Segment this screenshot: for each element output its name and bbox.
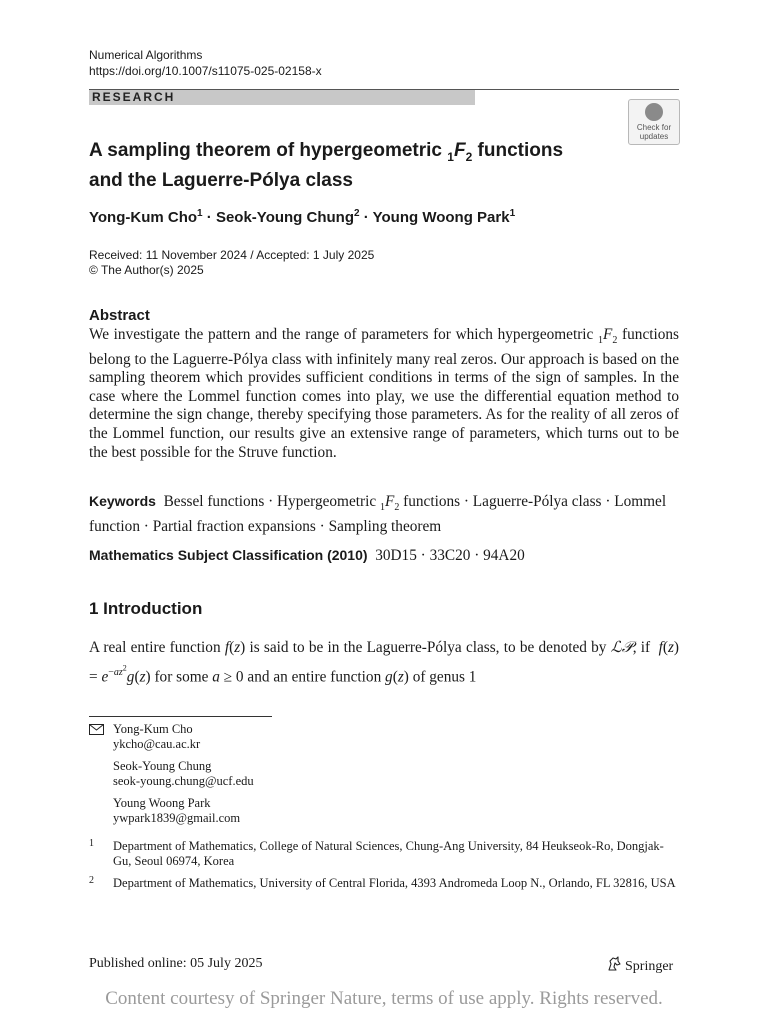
contact-name: Young Woong Park — [113, 796, 211, 810]
author-list — [89, 208, 515, 226]
contact-name: Seok-Young Chung — [113, 759, 212, 773]
contact-name: Yong-Kum Cho — [113, 722, 193, 736]
title-subscript-1: 1 — [447, 149, 454, 164]
keywords-text-2: functions · Laguerre-Pólya class · Lommel function · Partial fraction expansions · Sampling theorem — [89, 493, 667, 535]
intro-text: A real entire function — [89, 639, 225, 656]
publisher-logo — [606, 956, 673, 975]
intro-text: is said to be in the Laguerre-Pólya class, to be denoted by — [245, 639, 611, 656]
author-affiliation-mark: 1 — [509, 208, 516, 219]
keywords-label: Keywords — [89, 493, 156, 509]
published-date: Published online: 05 July 2025 — [89, 956, 263, 971]
contact-email[interactable]: ywpark1839@gmail.com — [113, 811, 241, 825]
introduction-text: A real entire function f(z) is said to be in the Laguerre-Pólya class, to be denoted by ℒ𝒫, if $f(z) = e^{-az^2}g(z)$ for some a ≥ 0 and an entire function g(z) of genus 1 — [89, 638, 679, 686]
author-affiliation-mark: 1 — [197, 208, 203, 219]
contact-email[interactable]: ykcho@cau.ac.kr — [113, 737, 201, 751]
keywords-text-1: Bessel functions · Hypergeometric — [163, 493, 380, 510]
check-for-updates-button[interactable] — [628, 99, 680, 145]
received-dates: Received: 11 November 2024 / Accepted: 1 July 2025 — [89, 248, 375, 262]
keywords: Keywords Bessel functions · Hypergeometric $_1F_2$ functions · Laguerre-Pólya class · Lommel function · Partial fraction expansions · Sampling theorem — [89, 493, 667, 535]
courtesy-notice: Content courtesy of Springer Nature, terms of use apply. Rights reserved. — [105, 988, 663, 1009]
intro-text: of genus 1 — [408, 668, 477, 686]
abstract-text-start: We investigate the pattern and the range of parameters for which hypergeometric — [89, 326, 599, 343]
check-updates-icon — [645, 103, 663, 121]
publisher-name: Springer — [625, 959, 674, 974]
abstract-heading: Abstract — [89, 307, 150, 324]
copyright: © The Author(s) 2025 — [89, 263, 204, 277]
title-text-2: functions — [472, 140, 564, 161]
title-F: F — [453, 140, 466, 161]
footnote-rule — [89, 716, 272, 717]
author-affiliation-mark: 2 — [354, 208, 360, 219]
section-label: RESEARCH — [92, 90, 176, 104]
author-name[interactable]: Seok-Young Chung — [215, 209, 354, 226]
intro-text: and an entire function — [243, 668, 386, 686]
author-name[interactable]: Young Woong Park — [372, 209, 510, 226]
abstract-body: We investigate the pattern and the range of parameters for which hypergeometric $_1F_2$ functions belong to the Laguerre-Pólya class with infinitely many real zeros. Our approach is based on the sampling theorem which provides sufficient conditions in terms of the sign of samples. In the case where the Lommel function comes into play, we use the differential equation method to determine the sign change, thereby specifying those parameters. As for the reality of all zeros of the Lommel function, our results give an extensive range of parameters, which turns out to be the best possible for the Struve function. — [89, 326, 679, 461]
title-text-1: A sampling theorem of hypergeometric — [89, 140, 448, 161]
intro-text: , if — [632, 639, 655, 656]
intro-text: for some — [150, 668, 213, 686]
article-title — [89, 139, 609, 192]
section-heading: 1 Introduction — [89, 599, 203, 618]
affiliation-text: Department of Mathematics, University of Central Florida, 4393 Andromeda Loop N., Orlando, FL 32816, USA — [113, 876, 676, 890]
msc-codes: 30D15 · 33C20 · 94A20 — [375, 547, 525, 564]
affiliation-number: 2 — [89, 875, 94, 886]
abstract-text-rest: functions belong to the Laguerre-Pólya class with infinitely many real zeros. Our approach is based on the sampling theorem which provides sufficient conditions in terms of the sign of samples. In the case where the Lommel function comes into play, we use the differential equation method to determine the sign change, thereby specifying those parameters. As for the reality of all zeros of the Lommel function, our results give an extensive range of parameters, which turns out to be the best possible for the Struve function. — [89, 326, 679, 461]
author-separator: · — [202, 209, 216, 226]
check-updates-label: Check for updates — [636, 123, 672, 141]
title-subscript-2: 2 — [465, 149, 473, 164]
author-separator: · — [359, 209, 373, 226]
doi-link[interactable]: https://doi.org/10.1007/s11075-025-02158-x — [89, 64, 322, 78]
contact-email[interactable]: seok-young.chung@ucf.edu — [113, 774, 254, 788]
title-line-2: and the Laguerre-Pólya class — [89, 169, 353, 191]
springer-horse-icon — [606, 956, 622, 972]
author-name[interactable]: Yong-Kum Cho — [89, 209, 198, 226]
affiliation-number: 1 — [89, 838, 94, 849]
msc-label: Mathematics Subject Classification (2010) — [89, 547, 368, 563]
msc-classification — [89, 547, 525, 565]
envelope-icon — [89, 724, 104, 735]
journal-name: Numerical Algorithms — [89, 48, 203, 62]
affiliation-text: Department of Mathematics, College of Natural Sciences, Chung-Ang University, 84 Heukseok-Ro, Dongjak-Gu, Seoul 06974, Korea — [113, 839, 664, 868]
